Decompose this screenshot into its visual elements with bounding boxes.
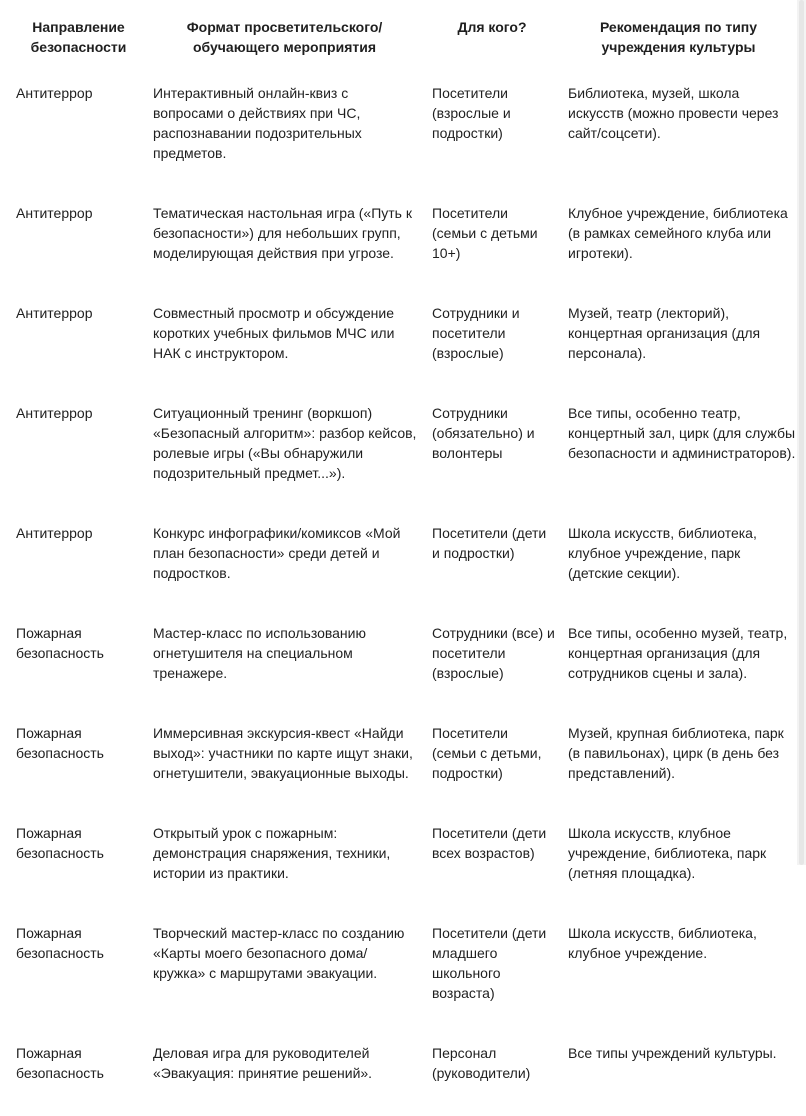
header-audience: Для кого?	[457, 19, 527, 35]
header-recommendation: Рекомендация по типу учреждения культуры	[599, 19, 758, 55]
table-row	[0, 716, 797, 816]
cell-direction: Пожарная безопасность	[16, 725, 104, 761]
vertical-scrollbar[interactable]	[797, 0, 806, 865]
cell-audience: Персонал (руководители)	[432, 1045, 531, 1081]
cell-direction: Антитеррор	[16, 525, 93, 541]
cell-format: Интерактивный онлайн-квиз с вопросами о действиях при ЧС, распознавании подозрительных предметов.	[153, 85, 362, 161]
table-row	[0, 516, 797, 616]
cell-audience: Посетители (семьи с детьми, подростки)	[432, 725, 542, 781]
cell-recommendation: Все типы, особенно театр, концертный зал, цирк (для службы безопасности и администраторов).	[568, 405, 796, 461]
table-header-row	[0, 0, 797, 76]
cell-audience: Посетители (семьи с детьми 10+)	[432, 205, 538, 261]
table-row	[0, 396, 797, 516]
cell-format: Деловая игра для руководителей «Эвакуация: принятие решений».	[153, 1045, 373, 1081]
table-row	[0, 816, 797, 916]
table-row	[0, 916, 797, 1036]
cell-recommendation: Музей, крупная библиотека, парк (в павильонах), цирк (в день без представлений).	[568, 725, 784, 781]
table-row	[0, 196, 797, 296]
header-format: Формат просветительского/ обучающего мероприятия	[186, 19, 383, 55]
cell-format: Совместный просмотр и обсуждение коротких учебных фильмов МЧС или НАК с инструктором.	[153, 305, 395, 361]
header-direction: Направление безопасности	[30, 19, 127, 55]
table-row	[0, 296, 797, 396]
cell-audience: Посетители (дети всех возрастов)	[432, 825, 547, 861]
cell-audience: Посетители (взрослые и подростки)	[432, 85, 511, 141]
cell-recommendation: Школа искусств, библиотека, клубное учреждение.	[568, 925, 757, 961]
cell-recommendation: Все типы, особенно музей, театр, концертная организация (для сотрудников сцены и зала).	[568, 625, 788, 681]
cell-direction: Антитеррор	[16, 305, 93, 321]
table-row	[0, 76, 797, 196]
cell-direction: Пожарная безопасность	[16, 1045, 104, 1081]
cell-recommendation: Школа искусств, библиотека, клубное учреждение, парк (детские секции).	[568, 525, 757, 581]
cell-audience: Посетители (дети и подростки)	[432, 525, 547, 561]
cell-direction: Пожарная безопасность	[16, 825, 104, 861]
cell-recommendation: Библиотека, музей, школа искусств (можно провести через сайт/соцсети).	[568, 85, 779, 141]
cell-recommendation: Школа искусств, клубное учреждение, библиотека, парк (летняя площадка).	[568, 825, 767, 881]
cell-format: Иммерсивная экскурсия-квест «Найди выход»: участники по карте ищут знаки, огнетушители, эвакуационные выходы.	[153, 725, 413, 781]
cell-direction: Пожарная безопасность	[16, 925, 104, 961]
cell-audience: Сотрудники (обязательно) и волонтеры	[432, 405, 535, 461]
cell-format: Творческий мастер-класс по созданию «Карты моего безопасного дома/ кружка» с маршрутами эвакуации.	[153, 925, 405, 981]
cell-format: Ситуационный тренинг (воркшоп) «Безопасный алгоритм»: разбор кейсов, ролевые игры («Вы обнаружили подозрительный предмет...»).	[153, 405, 417, 481]
cell-recommendation: Музей, театр (лекторий), концертная организация (для персонала).	[568, 305, 761, 361]
cell-direction: Антитеррор	[16, 405, 93, 421]
table-row	[0, 616, 797, 716]
scrollbar-thumb[interactable]	[799, 0, 804, 865]
table-row	[0, 1036, 797, 1116]
cell-direction: Антитеррор	[16, 85, 93, 101]
cell-recommendation: Все типы учреждений культуры.	[568, 1045, 777, 1061]
cell-audience: Сотрудники и посетители (взрослые)	[432, 305, 520, 361]
cell-format: Тематическая настольная игра («Путь к безопасности») для небольших групп, моделирующая действия при угрозе.	[153, 205, 412, 261]
cell-direction: Пожарная безопасность	[16, 625, 104, 661]
cell-audience: Посетители (дети младшего школьного возраста)	[432, 925, 547, 1001]
cell-format: Конкурс инфографики/комиксов «Мой план безопасности» среди детей и подростков.	[153, 525, 401, 581]
cell-audience: Сотрудники (все) и посетители (взрослые)	[432, 625, 555, 681]
cell-format: Мастер-класс по использованию огнетушителя на специальном тренажере.	[153, 625, 366, 681]
cell-direction: Антитеррор	[16, 205, 93, 221]
cell-format: Открытый урок с пожарным: демонстрация снаряжения, техники, истории из практики.	[153, 825, 391, 881]
cell-recommendation: Клубное учреждение, библиотека (в рамках семейного клуба или игротеки).	[568, 205, 788, 261]
